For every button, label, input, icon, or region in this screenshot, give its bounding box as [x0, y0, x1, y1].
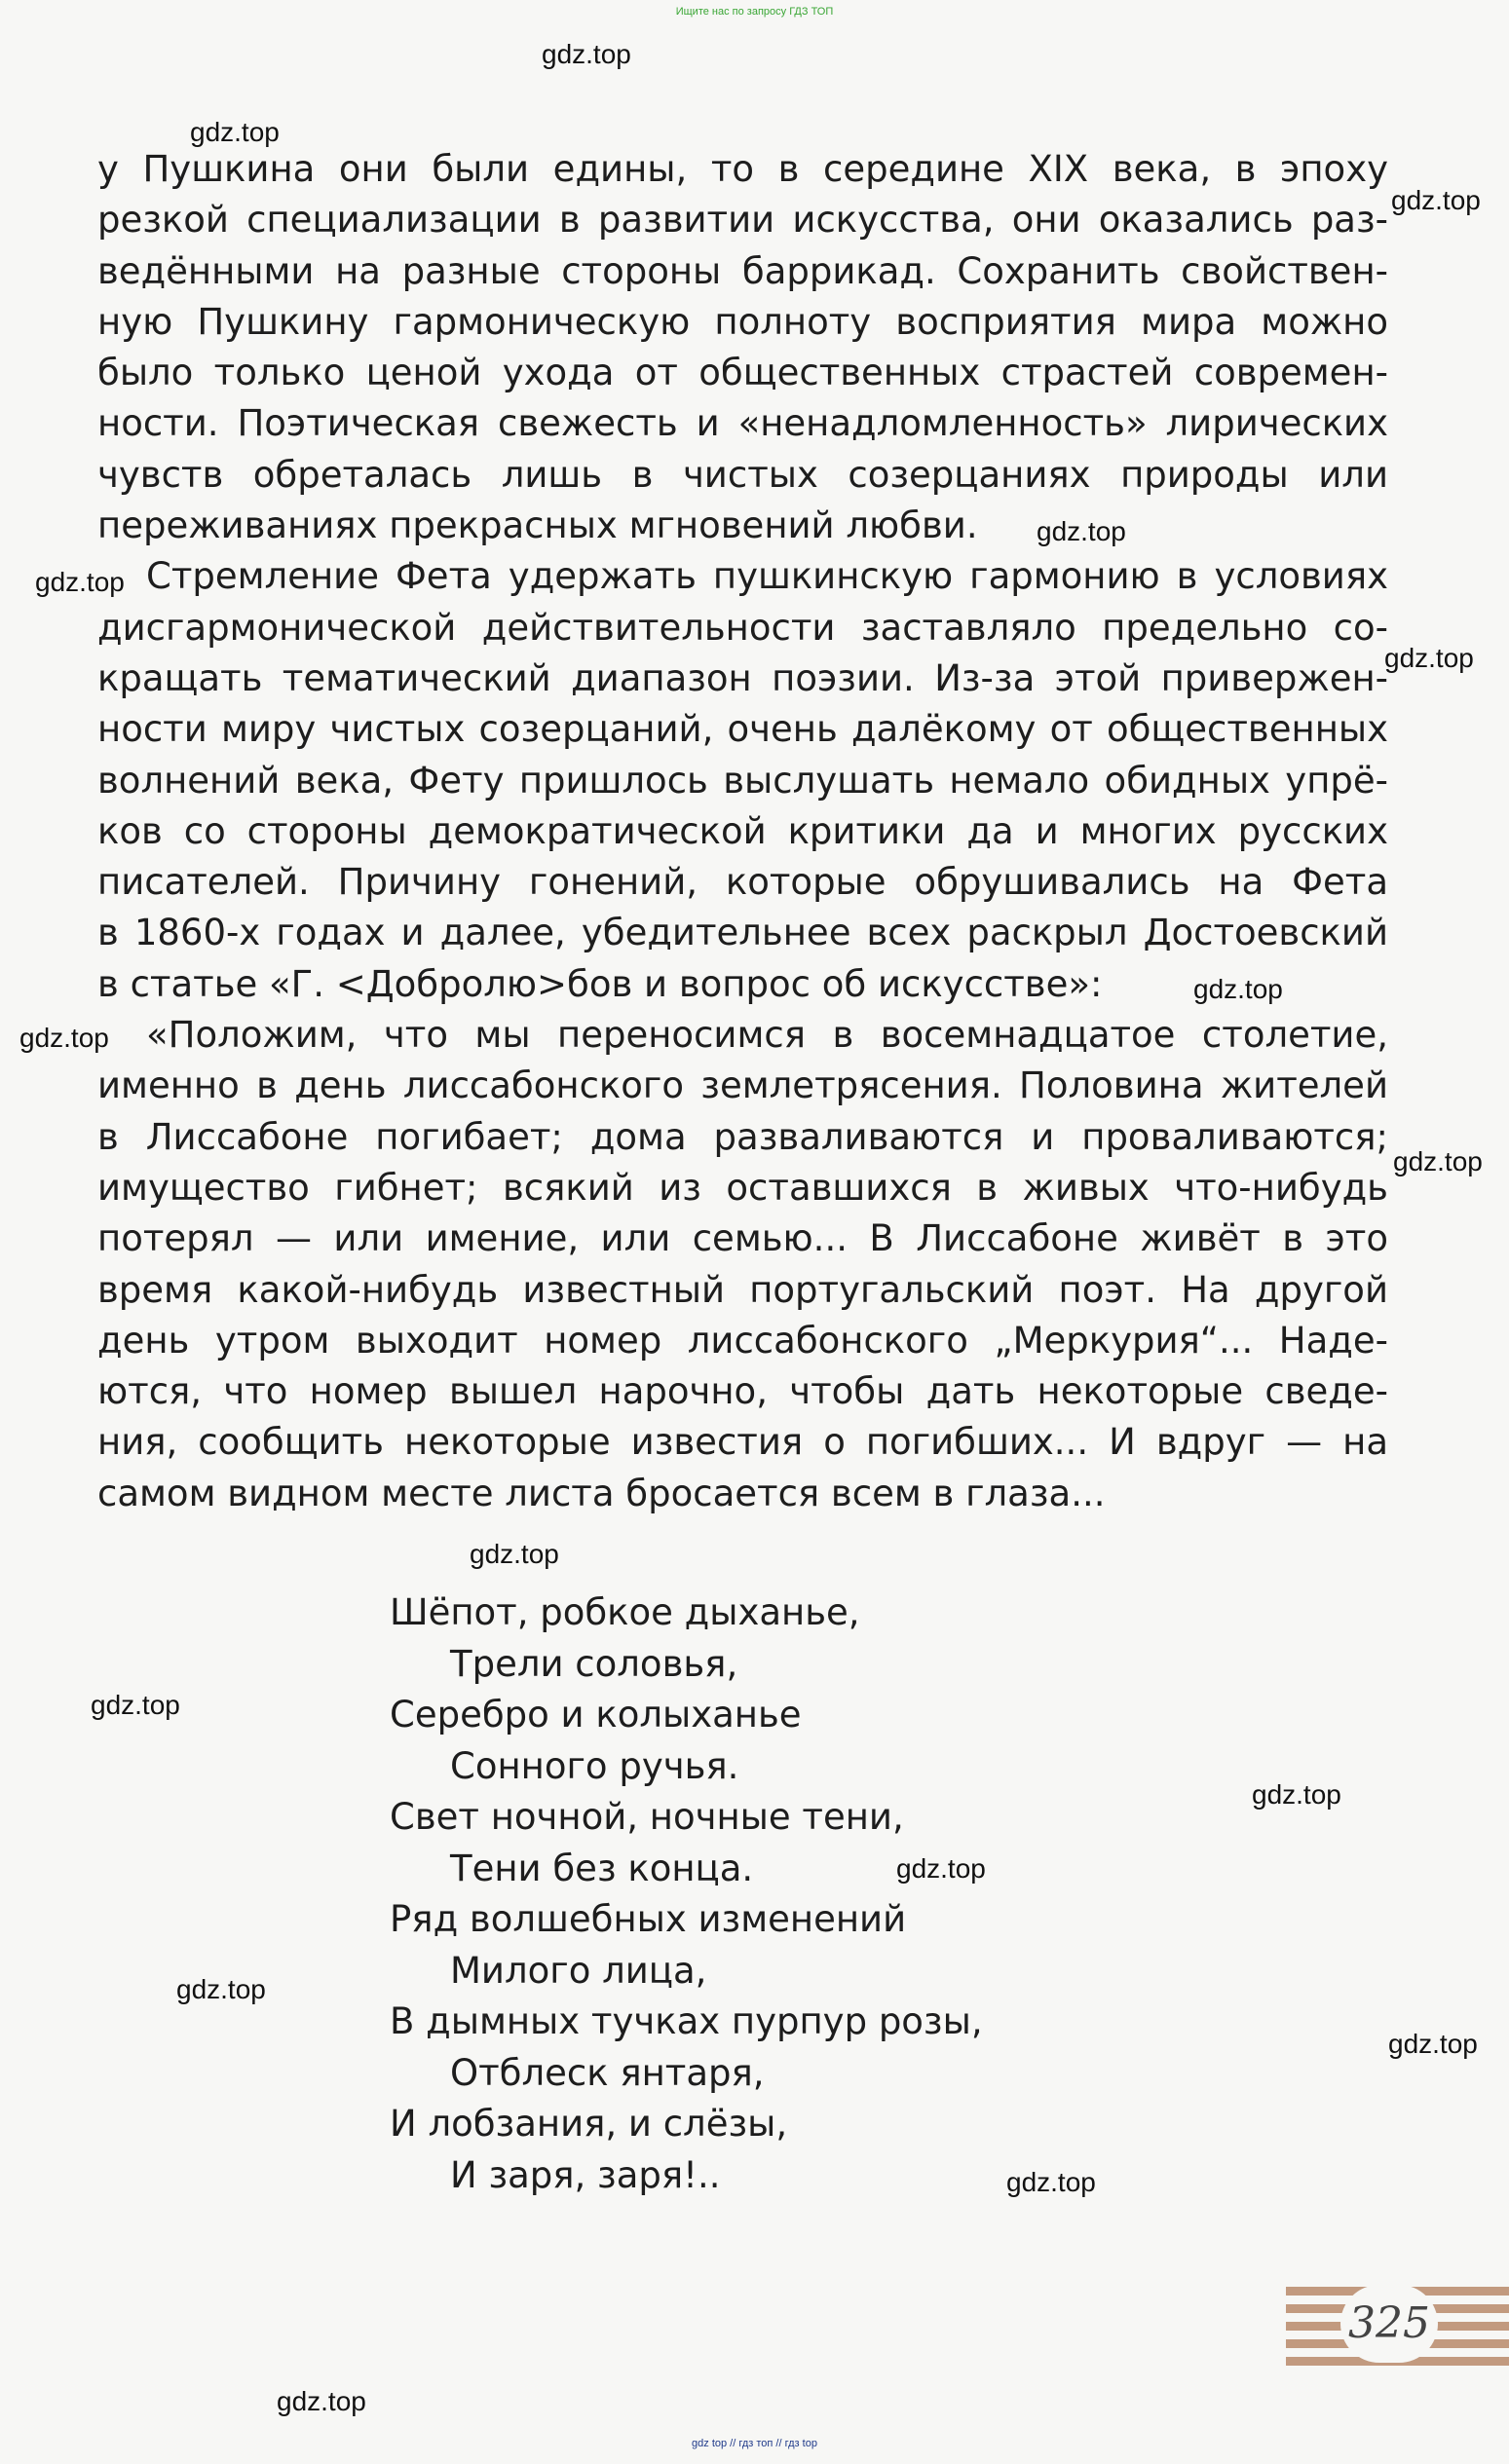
- text-line: ния, сообщить некоторые известия о погибших... И вдруг — на: [97, 1421, 1388, 1464]
- watermark: gdz.top: [35, 567, 125, 597]
- text-line: день утром выходит номер лиссабонского „Меркурия“... Наде-: [97, 1319, 1388, 1362]
- watermark: gdz.top: [1388, 2029, 1478, 2059]
- watermark: gdz.top: [176, 1974, 266, 2004]
- watermark: gdz.top: [542, 39, 631, 69]
- watermark: gdz.top: [1384, 643, 1474, 673]
- text-line: Стремление Фета удержать пушкинскую гармонию в условиях: [146, 555, 1388, 598]
- page-number: 325: [1340, 2285, 1438, 2363]
- watermark: gdz.top: [1006, 2167, 1096, 2197]
- watermark: gdz.top: [1037, 516, 1126, 546]
- watermark: gdz.top: [1393, 1146, 1483, 1176]
- text-line: в 1860-х годах и далее, убедительнее всех раскрыл Достоевский: [97, 912, 1388, 954]
- watermark: gdz.top: [1252, 1779, 1341, 1810]
- poem-line: Шёпот, робкое дыханье,: [390, 1591, 860, 1633]
- watermark: gdz.top: [277, 2386, 366, 2416]
- text-line: именно в день лиссабонского землетрясения. Половина жителей: [97, 1064, 1388, 1107]
- text-line: «Положим, что мы переносимся в восемнадцатое столетие,: [146, 1014, 1388, 1057]
- poem: [390, 1587, 983, 2201]
- text-line: ведёнными на разные стороны баррикад. Сохранить свойствен-: [97, 249, 1388, 292]
- text-line: ются, что номер вышел нарочно, чтобы дать некоторые сведе-: [97, 1370, 1388, 1413]
- text-line: в статье «Г. <Добролю>бов и вопрос об искусстве»:: [97, 962, 1103, 1005]
- watermark: gdz.top: [1193, 974, 1283, 1004]
- text-line: у Пушкина они были едины, то в середине XIX века, в эпоху: [97, 148, 1388, 190]
- poem-line: В дымных тучках пурпур розы,: [390, 2000, 983, 2042]
- watermark: gdz.top: [470, 1539, 559, 1569]
- text-line: ности миру чистых созерцаний, очень далёкому от общественных: [97, 708, 1388, 751]
- poem-line: И лобзания, и слёзы,: [390, 2103, 788, 2145]
- text-line: потерял — или имение, или семью... В Лиссабоне живёт в это: [97, 1217, 1388, 1260]
- poem-line: Милого лица,: [450, 1949, 707, 1992]
- poem-line: И заря, заря!..: [450, 2153, 721, 2196]
- text-line: в Лиссабоне погибает; дома разваливаются и проваливаются;: [97, 1115, 1388, 1158]
- poem-line: Отблеск янтаря,: [450, 2051, 765, 2094]
- watermark: gdz.top: [91, 1690, 180, 1720]
- main-text: [97, 144, 1388, 1519]
- text-line: время какой-нибудь известный португальский поэт. На другой: [97, 1268, 1388, 1311]
- text-line: ков со стороны демократической критики да и многих русских: [97, 809, 1388, 852]
- text-line: кращать тематический диапазон поэзии. Из-за этой привержен-: [97, 656, 1388, 699]
- poem-line: Свет ночной, ночные тени,: [390, 1796, 904, 1838]
- top-banner: Ищите нас по запросу ГДЗ ТОП: [675, 6, 834, 18]
- watermark: gdz.top: [896, 1853, 986, 1884]
- watermark: gdz.top: [190, 117, 280, 147]
- text-line: резкой специализации в развитии искусства, они оказались раз-: [97, 199, 1388, 242]
- text-line: дисгармонической действительности заставляло предельно со-: [97, 606, 1388, 649]
- poem-line: Тени без конца.: [450, 1847, 754, 1889]
- watermark: gdz.top: [19, 1023, 109, 1053]
- page-number-area: [1286, 2279, 1509, 2371]
- text-line: волнений века, Фету пришлось выслушать немало обидных упрё-: [97, 759, 1388, 802]
- text-line: самом видном месте листа бросается всем в глаза...: [97, 1472, 1106, 1514]
- text-line: переживаниях прекрасных мгновений любви.: [97, 504, 978, 547]
- poem-line: Трели соловья,: [450, 1642, 738, 1685]
- poem-line: Ряд волшебных изменений: [390, 1898, 907, 1940]
- text-line: было только ценой ухода от общественных страстей современ-: [97, 352, 1388, 394]
- text-line: ную Пушкину гармоническую полноту восприятия мира можно: [97, 300, 1388, 343]
- poem-line: Серебро и колыханье: [390, 1694, 802, 1736]
- text-line: ности. Поэтическая свежесть и «ненадломленность» лирических: [97, 402, 1388, 445]
- text-line: писателей. Причину гонений, которые обрушивались на Фета: [97, 861, 1388, 904]
- text-line: имущество гибнет; всякий из оставшихся в живых что-нибудь: [97, 1166, 1388, 1209]
- bottom-banner: gdz top // гдз топ // гдз top: [692, 2438, 817, 2449]
- watermark: gdz.top: [1391, 185, 1481, 215]
- text-line: чувств обреталась лишь в чистых созерцаниях природы или: [97, 453, 1388, 496]
- poem-line: Сонного ручья.: [450, 1744, 739, 1787]
